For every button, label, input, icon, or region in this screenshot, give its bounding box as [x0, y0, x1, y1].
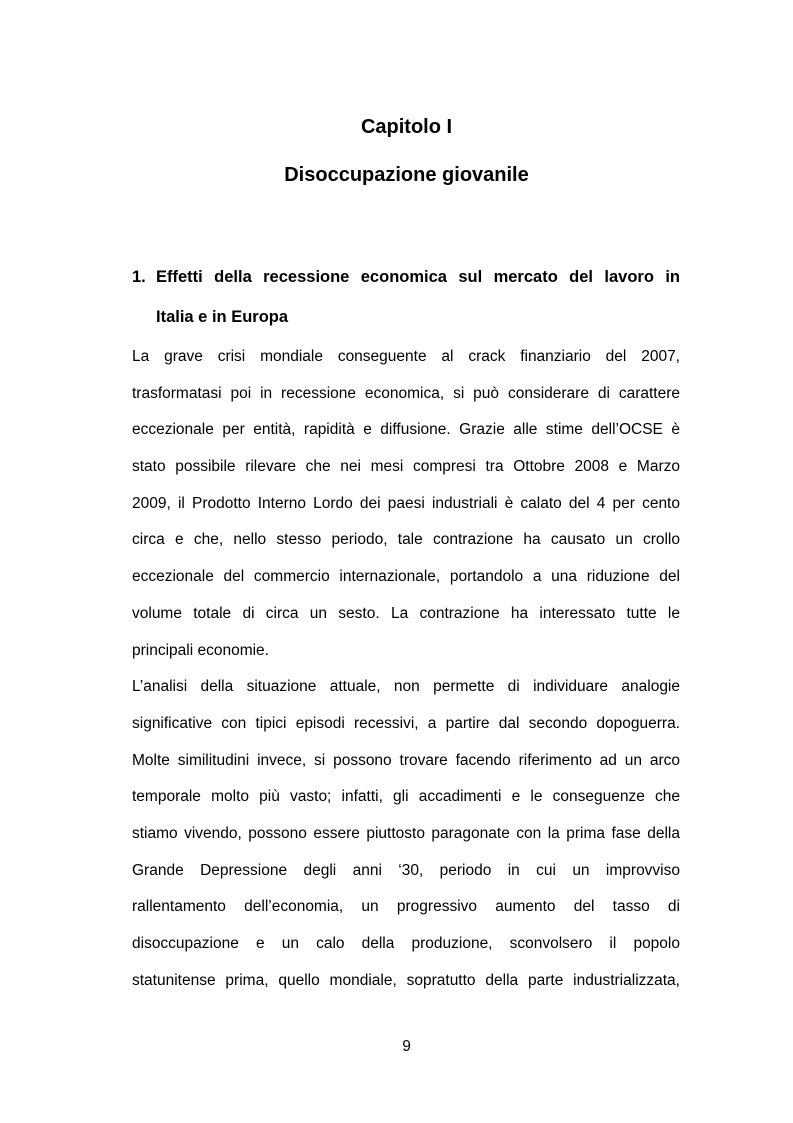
body-text: [132, 339, 680, 999]
body-line: L’analisi della situazione attuale, non permette di individuare analogie: [132, 678, 680, 696]
body-line: stiamo vivendo, possono essere piuttosto paragonate con la prima fase della: [132, 824, 680, 842]
section-title-line: Effetti della recessione economica sul mercato del lavoro in: [156, 268, 680, 286]
body-line: stato possibile rilevare che nei mesi compresi tra Ottobre 2008 e Marzo: [132, 458, 680, 476]
body-line: disoccupazione e un calo della produzione, sconvolsero il popolo: [132, 935, 680, 952]
body-line: principali economie.: [132, 641, 269, 659]
body-line: eccezionale per entità, rapidità e diffusione. Grazie alle stime dell’OCSE è: [132, 421, 680, 439]
chapter-label: Capitolo I: [360, 116, 453, 138]
body-line: La grave crisi mondiale conseguente al crack finanziario del 2007,: [132, 348, 680, 365]
body-line: temporale molto più vasto; infatti, gli accadimenti e le conseguenze che: [132, 788, 680, 806]
body-line: eccezionale del commercio internazionale, portandolo a una riduzione del: [132, 568, 680, 586]
body-line: statunitense prima, quello mondiale, sopratutto della parte industrializzata,: [132, 971, 680, 989]
body-line: 2009, il Prodotto Interno Lordo dei paesi industriali è calato del 4 per cento: [132, 494, 680, 512]
body-line: significative con tipici episodi recessivi, a partire dal secondo dopoguerra.: [132, 714, 680, 732]
body-line: Grande Depressione degli anni ‘30, periodo in cui un improvviso: [132, 861, 680, 879]
section-title-line: Italia e in Europa: [156, 308, 289, 326]
body-line: rallentamento dell’economia, un progressivo aumento del tasso di: [132, 898, 680, 916]
section-number: 1.: [132, 268, 146, 286]
body-line: Molte similitudini invece, si possono trovare facendo riferimento ad un arco: [132, 751, 680, 769]
body-line: circa e che, nello stesso periodo, tale contrazione ha causato un crollo: [132, 531, 680, 549]
chapter-title: Disoccupazione giovanile: [284, 164, 529, 186]
page-number: 9: [402, 1038, 411, 1055]
body-line: trasformatasi poi in recessione economica, si può considerare di carattere: [132, 384, 680, 402]
body-line: volume totale di circa un sesto. La contrazione ha interessato tutte le: [132, 604, 680, 622]
